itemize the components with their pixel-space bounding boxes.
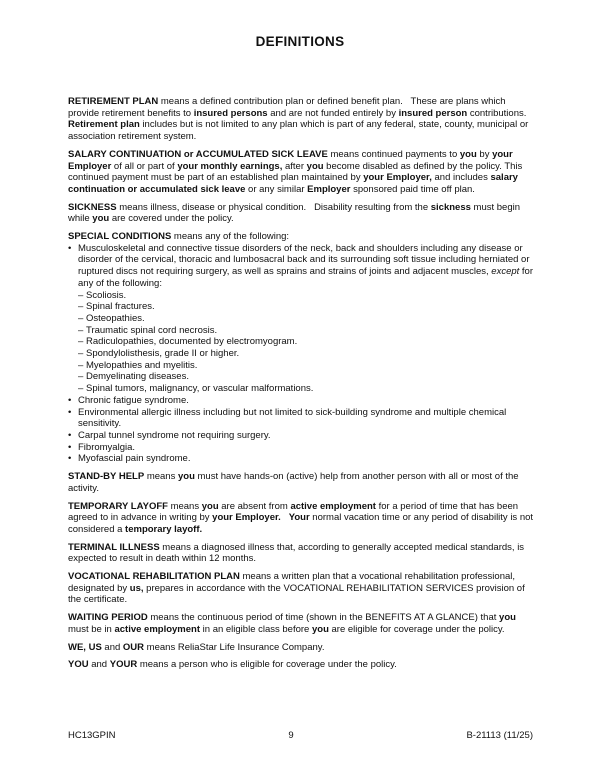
list-item-myelopathies	[78, 360, 539, 372]
definition-sickness: SICKNESS means illness, disease or physical condition. Disability resulting from the sickness must begin while you are covered under the policy.	[68, 201, 523, 225]
spine-exceptions-list	[68, 290, 539, 395]
definition-retirement-plan: RETIREMENT PLAN means a defined contribution plan or defined benefit plan. These are plans which provide retirement benefits to insured persons and are not funded entirely by insured person contributions. Retirement plan includes but is not limited to any plan which is part of any federal, state, county, municipal or association retirement system.	[68, 96, 535, 143]
bullet-text: Chronic fatigue syndrome.	[78, 394, 189, 406]
list-item-scoliosis	[78, 290, 539, 302]
bullet-marker: •	[68, 441, 72, 453]
dash-text: Traumatic spinal cord necrosis.	[86, 324, 218, 336]
dash-text: Spinal fractures.	[86, 301, 155, 313]
bullet-text: Carpal tunnel syndrome not requiring surgery.	[78, 429, 271, 441]
definition-terminal-illness: TERMINAL ILLNESS means a diagnosed illness that, according to generally accepted medical standards, is expected to result in death within 12 months.	[68, 541, 527, 565]
list-item-carpal-tunnel	[68, 430, 539, 442]
document-number: B-21113 (11/25)	[466, 730, 533, 741]
list-item-spinal-fractures	[78, 301, 539, 313]
dash-marker: –	[78, 324, 84, 336]
bullet-marker: •	[68, 394, 72, 406]
list-item-demyelinating	[78, 371, 539, 383]
definition-special-conditions-intro: SPECIAL CONDITIONS means any of the following:	[68, 231, 290, 243]
page-footer	[68, 730, 533, 741]
dash-marker: –	[78, 359, 84, 371]
form-number: HC13GPIN	[68, 730, 116, 741]
dash-marker: –	[78, 383, 84, 395]
list-item-fibromyalgia	[68, 442, 539, 454]
bullet-marker: •	[68, 453, 72, 465]
definition-temporary-layoff: TEMPORARY LAYOFF means you are absent from active employment for a period of time that has been agreed to in advance in writing by your Employer. Your normal vacation time or any period of disability is not considered a temporary layoff.	[68, 500, 536, 535]
list-item-musculoskeletal	[68, 243, 539, 290]
definition-vocational-rehabilitation-plan: VOCATIONAL REHABILITATION PLAN means a written plan that a vocational rehabilitation professional, designated by us, prepares in accordance with the VOCATIONAL REHABILITATION SERVICES provision of the certificate.	[68, 571, 528, 606]
dash-text: Radiculopathies, documented by electromyogram.	[86, 336, 298, 348]
list-item-radiculopathies	[78, 336, 539, 348]
dash-marker: –	[78, 348, 84, 360]
list-item-spondylolisthesis	[78, 348, 539, 360]
definition-salary-continuation: SALARY CONTINUATION or ACCUMULATED SICK LEAVE means continued payments to you by your Employer of all or part of your monthly earnings, after you become disabled as defined by the policy. This continued payment must be part of an established plan maintained by your Employer, and includes salary continuation or accumulated sick leave or any similar Employer sponsored paid time off plan.	[68, 148, 525, 195]
list-item-spinal-tumors	[78, 383, 539, 395]
definition-you-your: YOU and YOUR means a person who is eligible for coverage under the policy.	[68, 659, 397, 671]
dash-text: Scoliosis.	[86, 289, 127, 301]
dash-text: Spondylolisthesis, grade II or higher.	[86, 348, 240, 360]
page-number: 9	[288, 730, 294, 741]
bullet-marker: •	[68, 406, 72, 418]
dash-text: Osteopathies.	[86, 312, 145, 324]
definition-we-us-our: WE, US and OUR means ReliaStar Life Insurance Company.	[68, 641, 325, 653]
list-item-osteopathies	[78, 313, 539, 325]
bullet-marker: •	[68, 429, 72, 441]
dash-marker: –	[78, 301, 84, 313]
list-item-chronic-fatigue	[68, 395, 539, 407]
dash-text: Myelopathies and myelitis.	[86, 359, 198, 371]
bullet-text: Musculoskeletal and connective tissue disorders of the neck, back and shoulders including any disease or disorder of the cervical, thoracic and lumbosacral back and its surrounding soft tissue including herniated or ruptured discs not requiring surgery, as well as sprains and strains of joints and adjacent muscles, except for any of the following:	[78, 242, 536, 289]
bullet-text: Fibromyalgia.	[78, 441, 136, 453]
bullet-text: Myofascial pain syndrome.	[78, 453, 191, 465]
list-item-environmental-allergic	[68, 407, 539, 430]
special-conditions-list	[68, 243, 539, 465]
dash-marker: –	[78, 289, 84, 301]
dash-marker: –	[78, 312, 84, 324]
definition-stand-by-help: STAND-BY HELP means you must have hands-on (active) help from another person with all or most of the activity.	[68, 471, 522, 494]
page-title: DEFINITIONS	[255, 34, 345, 49]
dash-text: Spinal tumors, malignancy, or vascular malformations.	[86, 383, 314, 395]
bullet-text: Environmental allergic illness including but not limited to sick-building syndrome and multiple chemical sensitivity.	[78, 406, 509, 430]
dash-marker: –	[78, 336, 84, 348]
list-item-myofascial	[68, 453, 539, 465]
definition-waiting-period: WAITING PERIOD means the continuous period of time (shown in the BENEFITS AT A GLANCE) that you must be in active employment in an eligible class before you are eligible for coverage under the policy.	[68, 612, 519, 635]
list-item-spinal-cord-necrosis	[78, 325, 539, 337]
dash-text: Demyelinating diseases.	[86, 371, 189, 383]
bullet-marker: •	[68, 242, 72, 254]
dash-marker: –	[78, 371, 84, 383]
document-body	[68, 96, 539, 677]
